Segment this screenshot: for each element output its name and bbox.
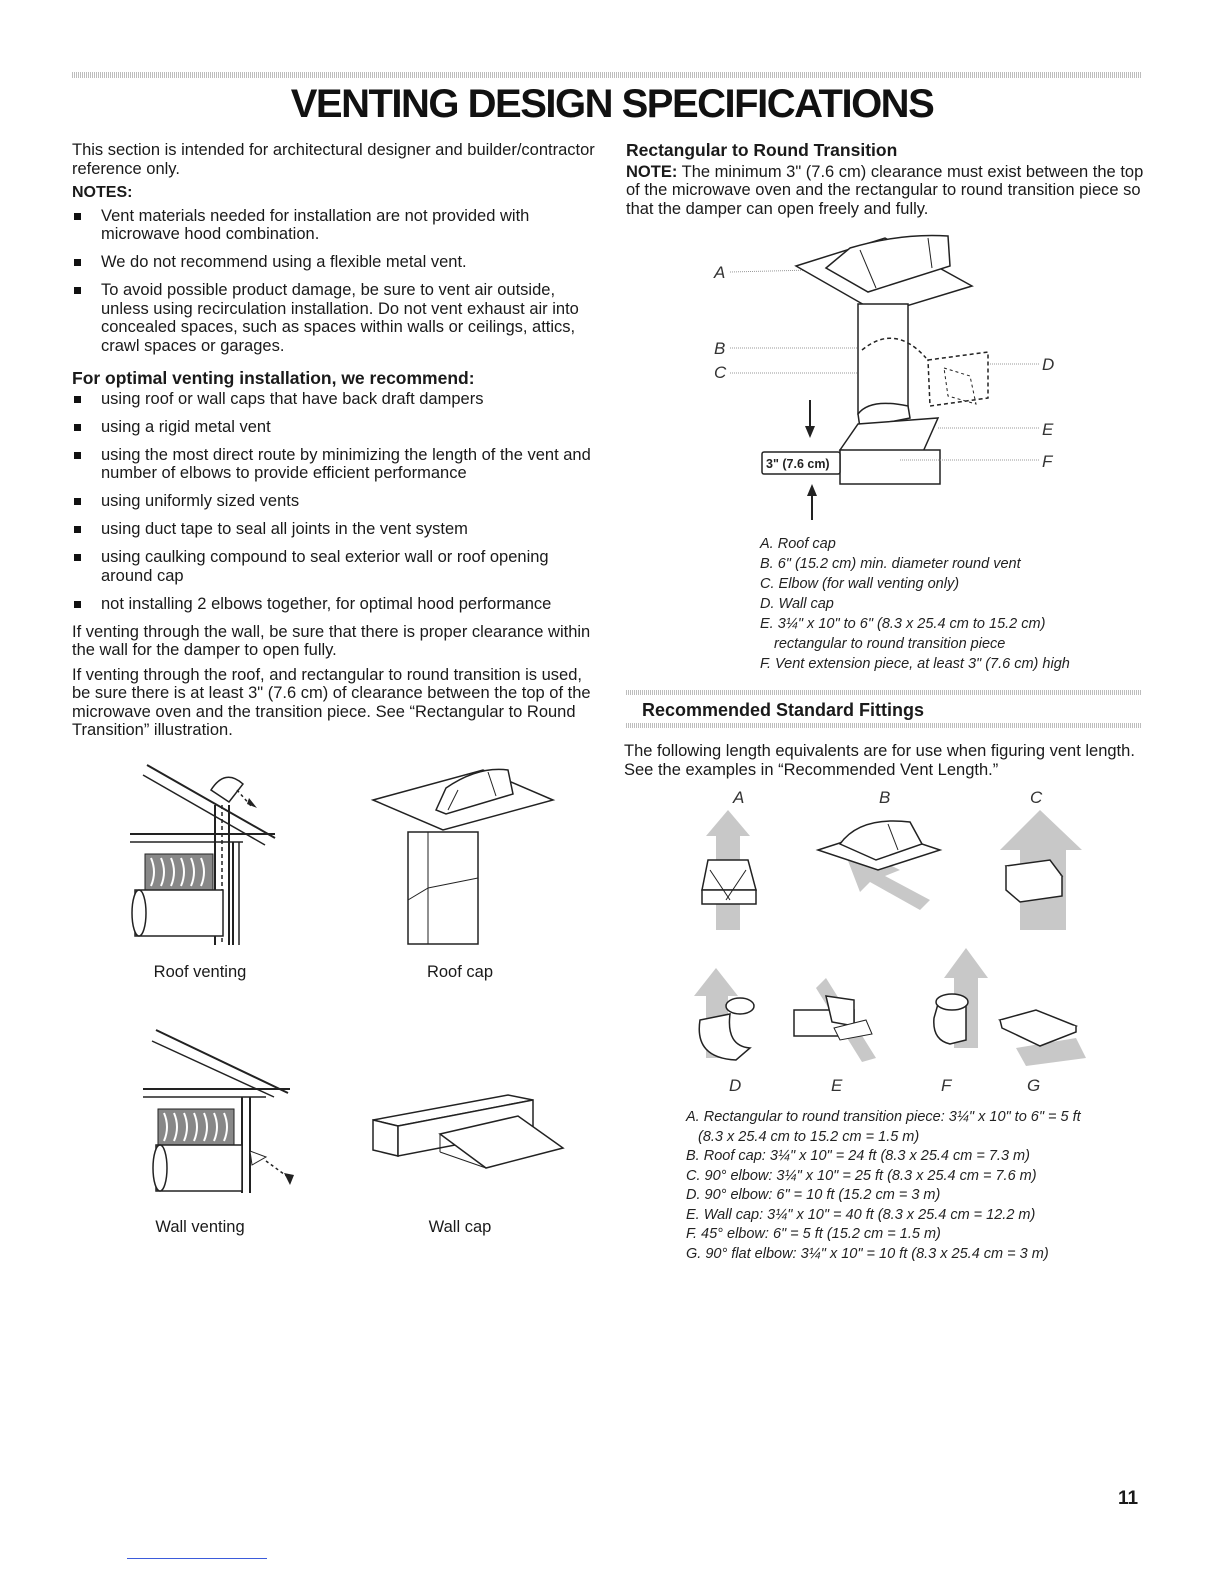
fitting-label-c: C	[1030, 788, 1043, 807]
list-item: using roof or wall caps that have back draft dampers	[72, 390, 597, 409]
legend-item: F. 45° elbow: 6" = 5 ft (15.2 cm = 1.5 m)	[686, 1226, 941, 1242]
roof-cap-illustration	[368, 760, 558, 950]
legend-item: D. 90° elbow: 6" = 10 ft (15.2 cm = 3 m)	[686, 1187, 941, 1203]
legend-item: B. Roof cap: 3¼" x 10" = 24 ft (8.3 x 25.4 cm = 7.3 m)	[686, 1148, 1030, 1164]
clearance-label: 3" (7.6 cm)	[766, 457, 830, 471]
roof-venting-paragraph: If venting through the roof, and rectangular to round transition is used, be sure there is at least 3" (7.6 cm) of clearance between the top of the microwave oven and the transition piece. See “Rectangular to Round Transition” illustration.	[72, 665, 591, 739]
fittings-heading: Recommended Standard Fittings	[642, 700, 925, 720]
list-item: using duct tape to seal all joints in the vent system	[72, 520, 597, 539]
transition-note	[626, 163, 1146, 219]
legend-item: C. 90° elbow: 3¼" x 10" = 25 ft (8.3 x 25.4 cm = 7.6 m)	[686, 1167, 1037, 1184]
label-a: A	[714, 263, 726, 282]
label-c: C	[714, 363, 727, 382]
page-title: VENTING DESIGN SPECIFICATIONS	[290, 82, 934, 126]
rule	[626, 723, 1142, 728]
legend-item: A. Rectangular to round transition piece: 3¼" x 10" to 6" = 5 ft	[686, 1109, 1081, 1125]
note-label: NOTE:	[626, 162, 678, 181]
wall-cap-caption: Wall cap	[428, 1218, 492, 1236]
recommend-heading: For optimal venting installation, we recommend:	[72, 368, 475, 388]
legend-item: C. Elbow (for wall venting only)	[760, 576, 960, 592]
roof-cap-caption: Roof cap	[426, 963, 494, 981]
page-number: 11	[1118, 1488, 1139, 1509]
notes-heading: NOTES:	[72, 184, 133, 201]
list-item: not installing 2 elbows together, for optimal hood performance	[72, 595, 597, 614]
list-item: We do not recommend using a flexible metal vent.	[72, 253, 597, 272]
legend-item: (8.3 x 25.4 cm to 15.2 cm = 1.5 m)	[698, 1128, 920, 1145]
legend-item: E. Wall cap: 3¼" x 10" = 40 ft (8.3 x 25.4 cm = 12.2 m)	[686, 1206, 1036, 1223]
right-column	[626, 141, 1146, 224]
fittings-legend	[686, 1108, 1081, 1264]
fitting-label-f: F	[941, 1076, 952, 1095]
fitting-label-g: G	[1027, 1076, 1041, 1095]
transition-legend	[760, 534, 1070, 674]
fitting-label-b: B	[879, 788, 891, 807]
list-item: using a rigid metal vent	[72, 418, 597, 437]
note-text: The minimum 3" (7.6 cm) clearance must exist between the top of the microwave oven and the rectangular to round transition piece so that the damper can open freely and fully.	[626, 162, 1144, 218]
list-item: using uniformly sized vents	[72, 492, 597, 511]
wall-venting-illustration	[138, 1025, 308, 1195]
footer-line	[127, 1558, 267, 1559]
list-item: using the most direct route by minimizing the length of the vent and number of elbows to provide efficient performance	[72, 446, 597, 483]
legend-item: G. 90° flat elbow: 3¼" x 10" = 10 ft (8.3 x 25.4 cm = 3 m)	[686, 1245, 1049, 1262]
legend-item: E. 3¼" x 10" to 6" (8.3 x 25.4 cm to 15.2 cm)	[760, 616, 1046, 632]
legend-item: rectangular to round transition piece	[774, 636, 1006, 652]
transition-diagram	[700, 228, 1070, 523]
list-item: To avoid possible product damage, be sure to vent air outside, unless using recirculation installation. Do not vent exhaust air into concealed spaces, such as spaces within walls or ceilings, attics, crawl spaces or garages.	[72, 281, 597, 355]
fitting-label-e: E	[831, 1076, 843, 1095]
label-f: F	[1042, 452, 1053, 471]
transition-heading: Rectangular to Round Transition	[626, 140, 898, 160]
wall-cap-illustration	[368, 1090, 568, 1180]
legend-item: D. Wall cap	[760, 596, 834, 612]
notes-list	[72, 207, 597, 356]
rule	[626, 690, 1142, 695]
list-item: using caulking compound to seal exterior wall or roof opening around cap	[72, 548, 597, 585]
wall-venting-paragraph: If venting through the wall, be sure that there is proper clearance within the wall for the damper to open fully.	[72, 622, 591, 659]
legend-item: B. 6" (15.2 cm) min. diameter round vent	[760, 556, 1021, 572]
roof-venting-illustration	[125, 760, 285, 950]
label-b: B	[714, 339, 726, 358]
intro-text: This section is intended for architectural designer and builder/contractor reference only.	[72, 141, 595, 178]
recommend-list	[72, 390, 597, 614]
legend-item: A. Roof cap	[760, 536, 836, 552]
label-e: E	[1042, 420, 1054, 439]
fitting-label-d: D	[729, 1076, 742, 1095]
legend-item: F. Vent extension piece, at least 3" (7.6 cm) high	[760, 656, 1070, 672]
fittings-header	[626, 690, 1142, 732]
wall-venting-caption: Wall venting	[155, 1218, 245, 1236]
roof-venting-caption: Roof venting	[153, 963, 247, 981]
fittings-row-2	[676, 948, 1096, 1073]
list-item: Vent materials needed for installation are not provided with microwave hood combination.	[72, 207, 597, 244]
top-rule	[72, 72, 1142, 78]
label-d: D	[1042, 355, 1055, 374]
left-column	[72, 141, 597, 746]
fittings-row-1	[690, 810, 1090, 940]
fitting-label-a: A	[733, 788, 745, 807]
fittings-intro: The following length equivalents are for use when figuring vent length. See the examples in “Recommended Vent Length.”	[624, 742, 1135, 779]
